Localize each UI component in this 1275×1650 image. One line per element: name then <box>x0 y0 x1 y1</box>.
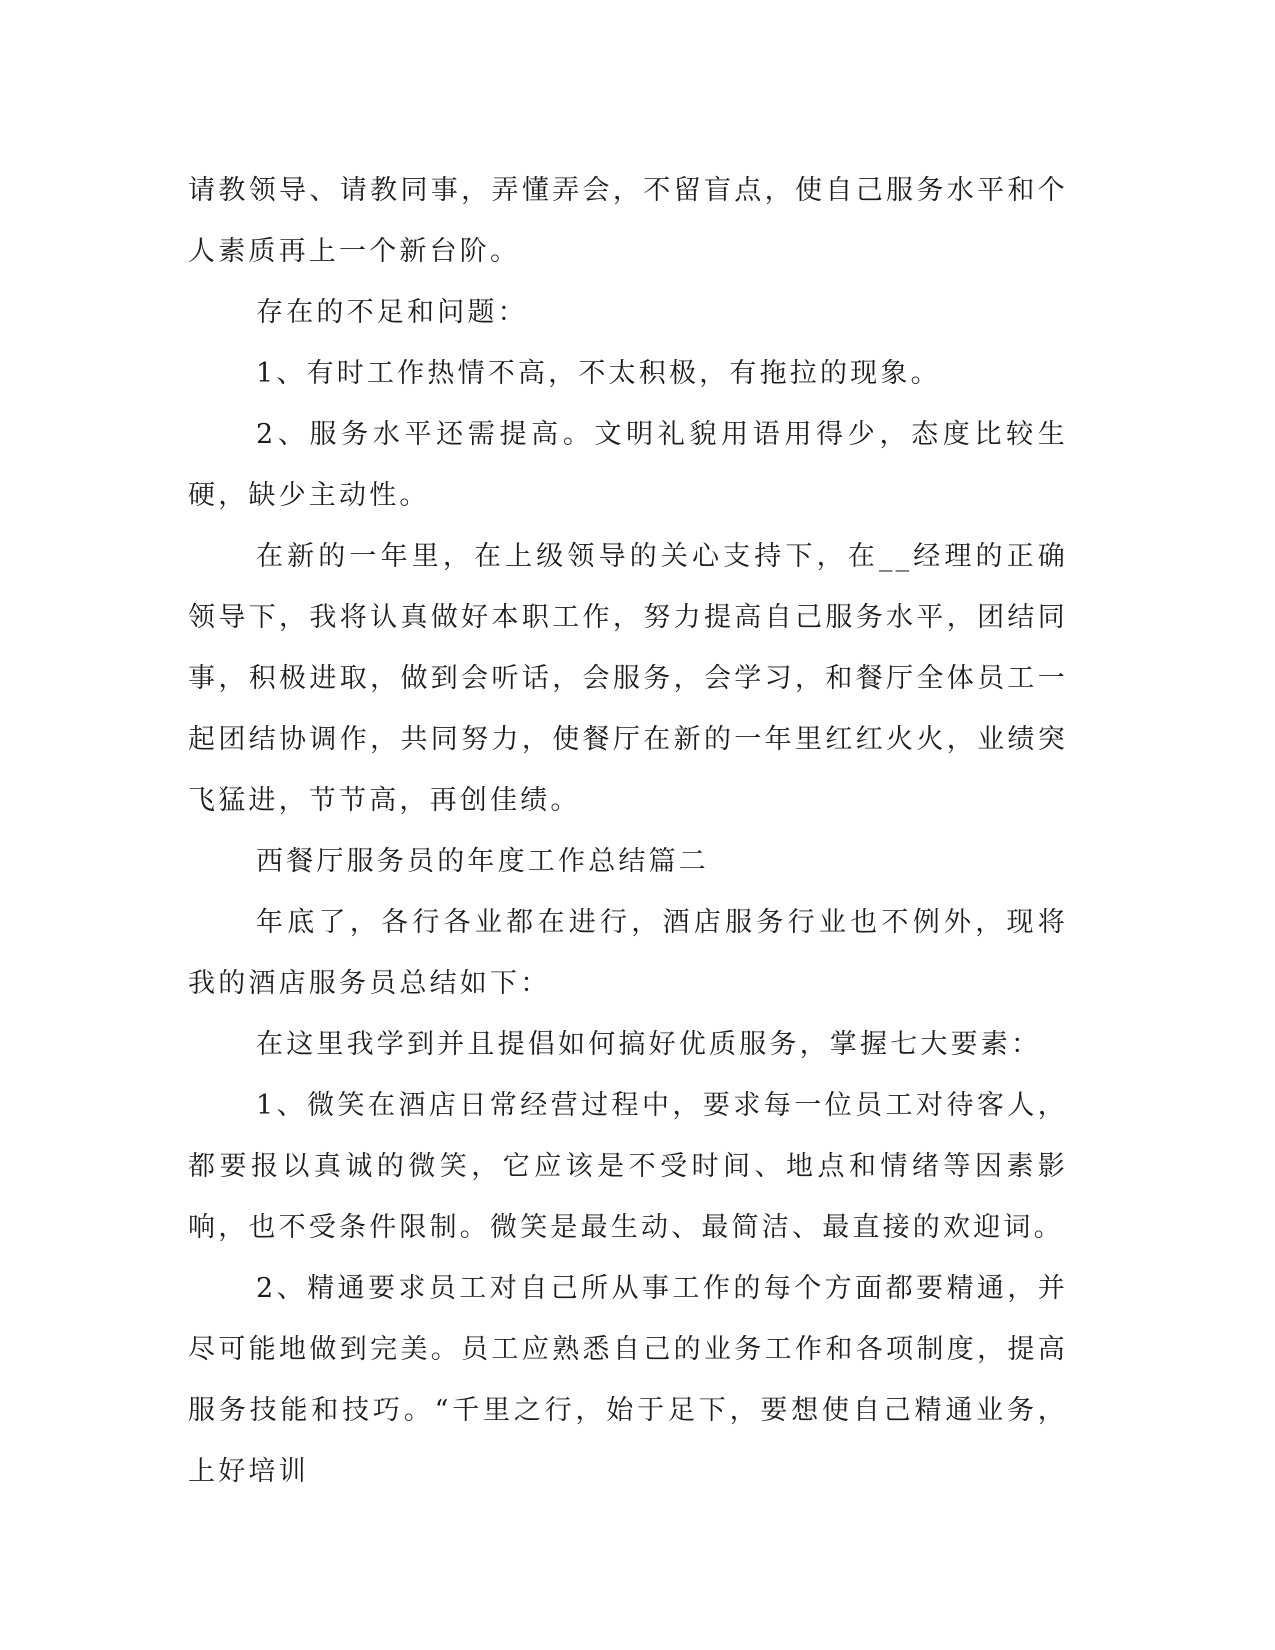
document-body <box>188 160 1068 1502</box>
paragraph-5: 在新的一年里，在上级领导的关心支持下，在__经理的正确领导下，我将认真做好本职工作，努力提高自己服务水平，团结同事，积极进取，做到会听话，会服务，会学习，和餐厅全体员工一起团结协调作，共同努力，使餐厅在新的一年里红红火火，业绩突飞猛进，节节高，再创佳绩。 <box>188 541 1068 816</box>
paragraph-7: 年底了，各行各业都在进行，酒店服务行业也不例外，现将我的酒店服务员总结如下： <box>188 907 1068 999</box>
section-heading: 西餐厅服务员的年度工作总结篇二 <box>256 846 709 877</box>
paragraph-3: 1、有时工作热情不高，不太积极，有拖拉的现象。 <box>256 358 941 389</box>
paragraph-9: 1、微笑在酒店日常经营过程中，要求每一位员工对待客人，都要报以真诚的微笑，它应该是不受时间、地点和情绪等因素影响，也不受条件限制。微笑是最生动、最简洁、最直接的欢迎词。 <box>188 1090 1068 1243</box>
paragraph-1: 请教领导、请教同事，弄懂弄会，不留盲点，使自己服务水平和个人素质再上一个新台阶。 <box>188 175 1068 267</box>
paragraph-8: 在这里我学到并且提倡如何搞好优质服务，掌握七大要素： <box>256 1029 1042 1060</box>
paragraph-10: 2、精通要求员工对自己所从事工作的每个方面都要精通，并尽可能地做到完美。员工应熟悉自己的业务工作和各项制度，提高服务技能和技巧。“千里之行，始于足下，要想使自己精通业务，上好培训 <box>188 1273 1068 1487</box>
paragraph-4: 2、服务水平还需提高。文明礼貌用语用得少，态度比较生硬，缺少主动性。 <box>188 419 1068 511</box>
paragraph-2: 存在的不足和问题： <box>256 297 528 328</box>
